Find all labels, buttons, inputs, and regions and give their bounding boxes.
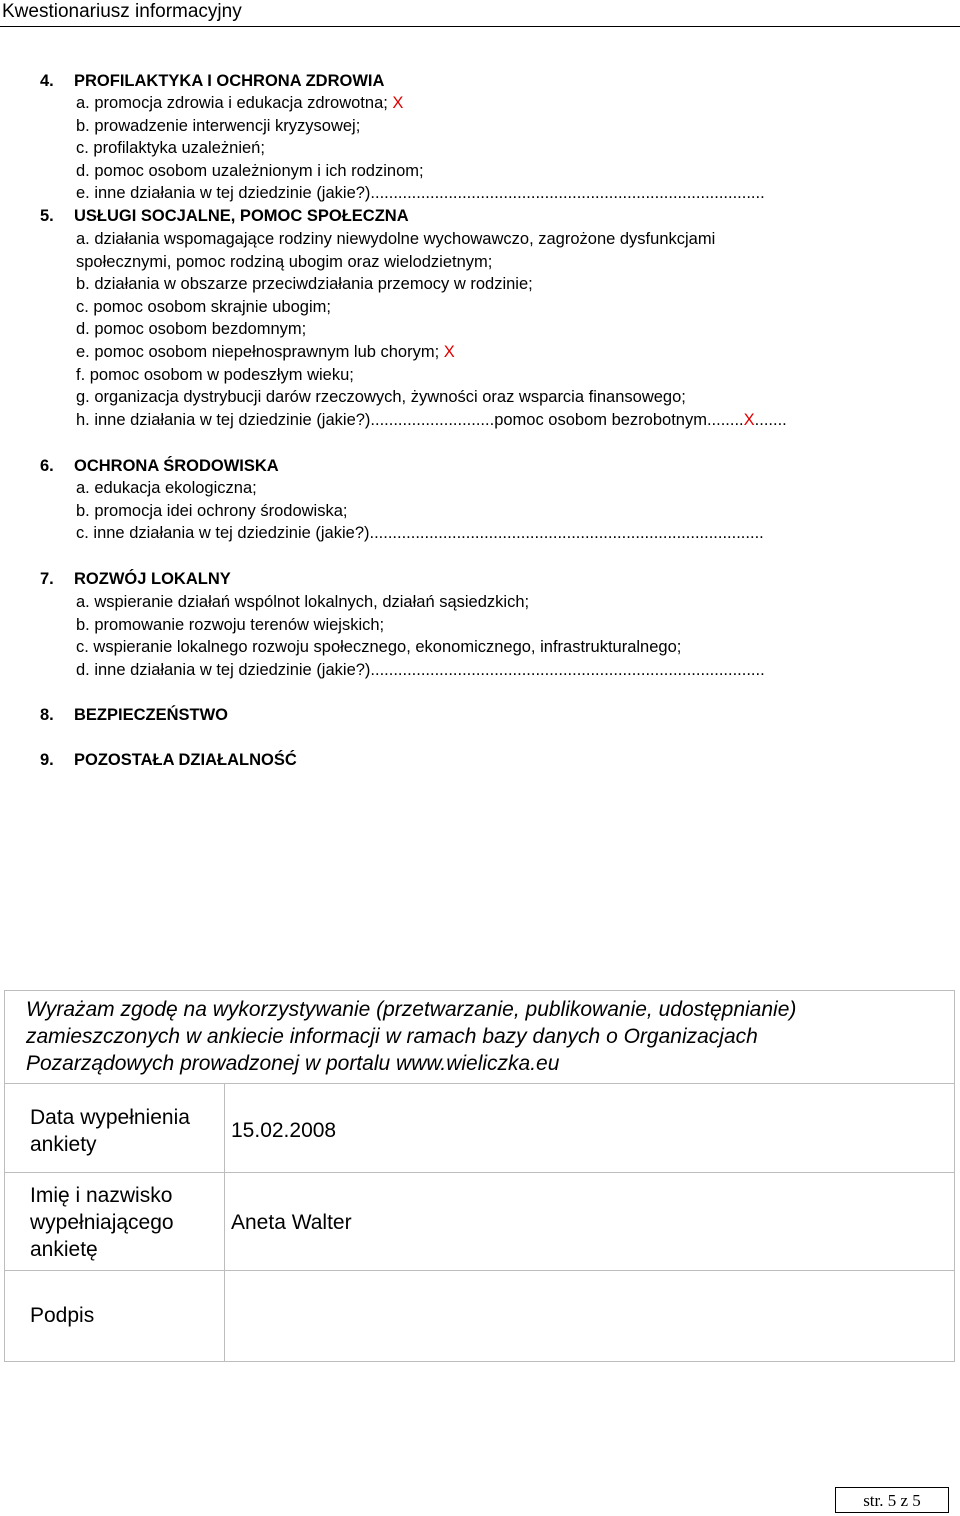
section-number: 8. bbox=[40, 706, 54, 724]
name-label: Imię i nazwisko wypełniającego ankietę bbox=[30, 1184, 174, 1261]
list-item: h. inne działania w tej dziedzinie (jakie?)...........................pomoc osobom bezrobotnym........X....... bbox=[76, 411, 787, 429]
date-label: Data wypełnienia ankiety bbox=[30, 1106, 190, 1156]
header-divider bbox=[0, 26, 960, 27]
section-title: OCHRONA ŚRODOWISKA bbox=[74, 457, 279, 475]
list-item: e. inne działania w tej dziedzinie (jakie?)...................................................................................... bbox=[76, 184, 765, 202]
list-item: a. promocja zdrowia i edukacja zdrowotna; X bbox=[76, 94, 404, 112]
name-value[interactable]: Aneta Walter bbox=[231, 1211, 352, 1234]
section-number: 9. bbox=[40, 751, 54, 769]
selection-mark: X bbox=[392, 94, 404, 112]
list-item: d. inne działania w tej dziedzinie (jakie?)...................................................................................... bbox=[76, 661, 765, 679]
list-item: d. pomoc osobom bezdomnym; bbox=[76, 320, 307, 338]
page-number: str. 5 z 5 bbox=[835, 1487, 949, 1513]
list-item: f. pomoc osobom w podeszłym wieku; bbox=[76, 366, 354, 384]
section-title: PROFILAKTYKA I OCHRONA ZDROWIA bbox=[74, 72, 385, 90]
selection-mark: X bbox=[743, 411, 755, 429]
signature-field[interactable] bbox=[231, 1302, 931, 1329]
list-item: c. profilaktyka uzależnień; bbox=[76, 139, 265, 157]
list-item-continuation: społecznymi, pomoc rodziną ubogim oraz wielodzietnym; bbox=[76, 253, 493, 271]
section-title: POZOSTAŁA DZIAŁALNOŚĆ bbox=[74, 751, 297, 769]
selection-mark: X bbox=[443, 343, 455, 361]
table-divider bbox=[4, 1083, 955, 1084]
section-number: 5. bbox=[40, 207, 54, 225]
date-value[interactable]: 15.02.2008 bbox=[231, 1119, 337, 1142]
list-item: b. promocja idei ochrony środowiska; bbox=[76, 502, 348, 520]
table-column-divider bbox=[224, 1083, 225, 1361]
list-item: a. działania wspomagające rodziny niewydolne wychowawczo, zagrożone dysfunkcjami bbox=[76, 230, 716, 248]
list-item: d. pomoc osobom uzależnionym i ich rodzinom; bbox=[76, 162, 424, 180]
signature-label: Podpis bbox=[30, 1304, 95, 1327]
section-number: 4. bbox=[40, 72, 54, 90]
list-item: g. organizacja dystrybucji darów rzeczowych, żywności oraz wsparcia finansowego; bbox=[76, 388, 686, 406]
section-title: ROZWÓJ LOKALNY bbox=[74, 570, 231, 588]
list-item: a. edukacja ekologiczna; bbox=[76, 479, 257, 497]
section-title: USŁUGI SOCJALNE, POMOC SPOŁECZNA bbox=[74, 207, 409, 225]
document-title: Kwestionariusz informacyjny bbox=[2, 1, 242, 22]
list-item: a. wspieranie działań wspólnot lokalnych, działań sąsiedzkich; bbox=[76, 593, 530, 611]
section-number: 7. bbox=[40, 570, 54, 588]
table-divider bbox=[4, 1270, 955, 1271]
table-divider bbox=[4, 1172, 955, 1173]
consent-statement: Wyrażam zgodę na wykorzystywanie (przetwarzanie, publikowanie, udostępnianie) zamieszczonych w ankiecie informacji w ramach bazy danych o Organizacjach Pozarządowych prowadzonej w portalu www.wieliczka.eu bbox=[26, 998, 797, 1075]
list-item: b. działania w obszarze przeciwdziałania przemocy w rodzinie; bbox=[76, 275, 533, 293]
list-item: e. pomoc osobom niepełnosprawnym lub chorym; X bbox=[76, 343, 455, 361]
section-title: BEZPIECZEŃSTWO bbox=[74, 706, 229, 724]
list-item: b. promowanie rozwoju terenów wiejskich; bbox=[76, 616, 385, 634]
list-item: c. pomoc osobom skrajnie ubogim; bbox=[76, 298, 331, 316]
list-item: c. wspieranie lokalnego rozwoju społecznego, ekonomicznego, infrastrukturalnego; bbox=[76, 638, 682, 656]
section-number: 6. bbox=[40, 457, 54, 475]
list-item: c. inne działania w tej dziedzinie (jakie?)...................................................................................... bbox=[76, 524, 764, 542]
list-item: b. prowadzenie interwencji kryzysowej; bbox=[76, 117, 361, 135]
